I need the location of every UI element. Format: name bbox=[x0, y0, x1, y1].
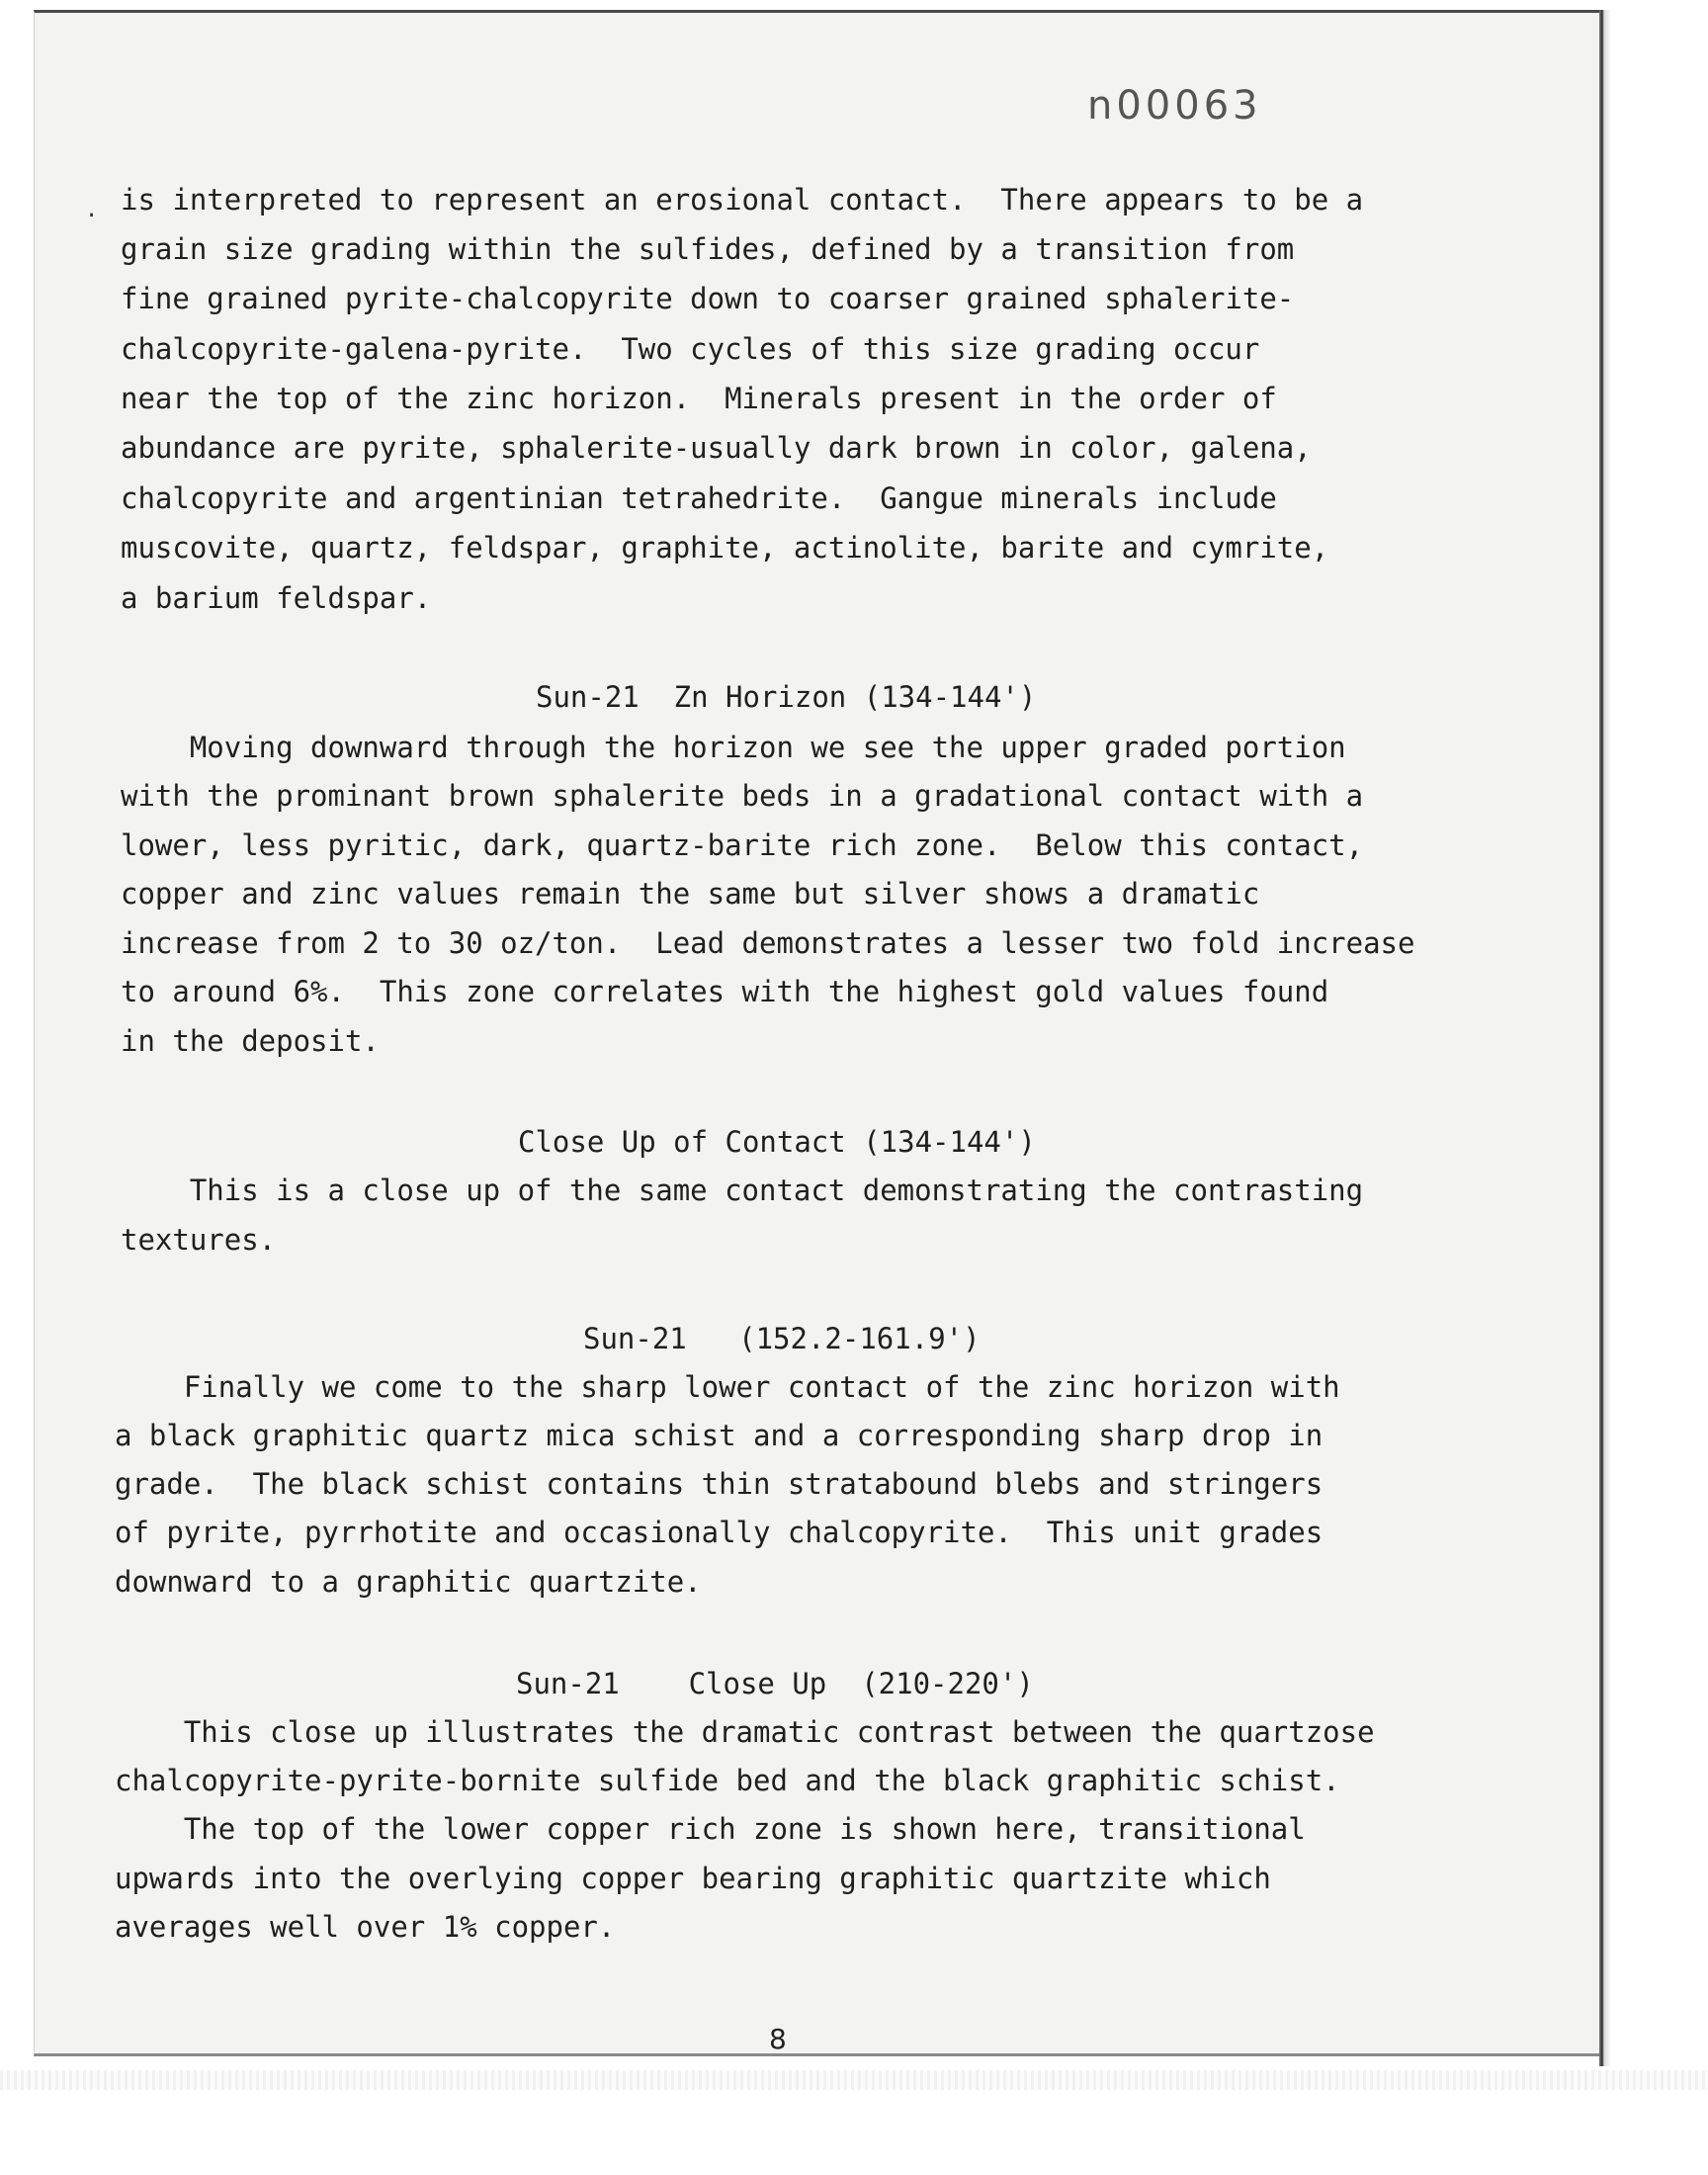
document-control-number: n00063 bbox=[1087, 83, 1262, 129]
text-line: grain size grading within the sulfides, defined by a transition from bbox=[121, 232, 1295, 266]
section-heading: Close Up of Contact (134-144') bbox=[518, 1125, 1036, 1159]
text-line: chalcopyrite-galena-pyrite. Two cycles of this size grading occur bbox=[121, 332, 1260, 366]
section-heading: Sun-21 (152.2-161.9') bbox=[583, 1322, 981, 1355]
text-line: Finally we come to the sharp lower contact of the zinc horizon with bbox=[115, 1370, 1340, 1404]
text-line: in the deposit. bbox=[121, 1024, 380, 1058]
text-line: This is a close up of the same contact demonstrating the contrasting bbox=[121, 1174, 1364, 1207]
section-heading: Sun-21 Close Up (210-220') bbox=[516, 1667, 1034, 1700]
margin-mark: . bbox=[85, 198, 99, 222]
text-line: of pyrite, pyrrhotite and occasionally chalcopyrite. This unit grades bbox=[115, 1516, 1324, 1549]
text-line: a barium feldspar. bbox=[121, 581, 432, 615]
section-heading: Sun-21 Zn Horizon (134-144') bbox=[536, 680, 1037, 714]
text-line: fine grained pyrite-chalcopyrite down to coarser grained sphalerite- bbox=[121, 282, 1295, 315]
text-line: grade. The black schist contains thin stratabound blebs and stringers bbox=[115, 1467, 1324, 1501]
text-line: abundance are pyrite, sphalerite-usually dark brown in color, galena, bbox=[121, 431, 1312, 465]
text-line: is interpreted to represent an erosional contact. There appears to be a bbox=[121, 183, 1364, 217]
text-line: copper and zinc values remain the same but silver shows a dramatic bbox=[121, 877, 1260, 911]
text-line: to around 6%. This zone correlates with the highest gold values found bbox=[121, 975, 1329, 1008]
text-line: averages well over 1% copper. bbox=[115, 1910, 616, 1944]
page-number: 8 bbox=[769, 2023, 787, 2055]
text-line: chalcopyrite-pyrite-bornite sulfide bed and the black graphitic schist. bbox=[115, 1764, 1340, 1797]
text-line: muscovite, quartz, feldspar, graphite, actinolite, barite and cymrite, bbox=[121, 531, 1329, 565]
text-line: a black graphitic quartz mica schist and a corresponding sharp drop in bbox=[115, 1419, 1324, 1452]
text-line: The top of the lower copper rich zone is shown here, transitional bbox=[115, 1812, 1306, 1846]
text-line: textures. bbox=[121, 1223, 277, 1257]
text-line: near the top of the zinc horizon. Minerals present in the order of bbox=[121, 382, 1277, 415]
page-edge-shadow bbox=[1599, 10, 1611, 2066]
text-line: lower, less pyritic, dark, quartz-barite rich zone. Below this contact, bbox=[121, 828, 1364, 862]
scan-artifact-strip bbox=[0, 2070, 1708, 2090]
text-line: Moving downward through the horizon we see the upper graded portion bbox=[121, 731, 1346, 764]
text-line: chalcopyrite and argentinian tetrahedrite. Gangue minerals include bbox=[121, 481, 1277, 515]
text-line: upwards into the overlying copper bearing graphitic quartzite which bbox=[115, 1862, 1271, 1895]
text-line: This close up illustrates the dramatic contrast between the quartzose bbox=[115, 1715, 1375, 1749]
text-line: with the prominant brown sphalerite beds in a gradational contact with a bbox=[121, 779, 1364, 813]
text-line: increase from 2 to 30 oz/ton. Lead demonstrates a lesser two fold increase bbox=[121, 926, 1415, 960]
text-line: downward to a graphitic quartzite. bbox=[115, 1565, 702, 1599]
